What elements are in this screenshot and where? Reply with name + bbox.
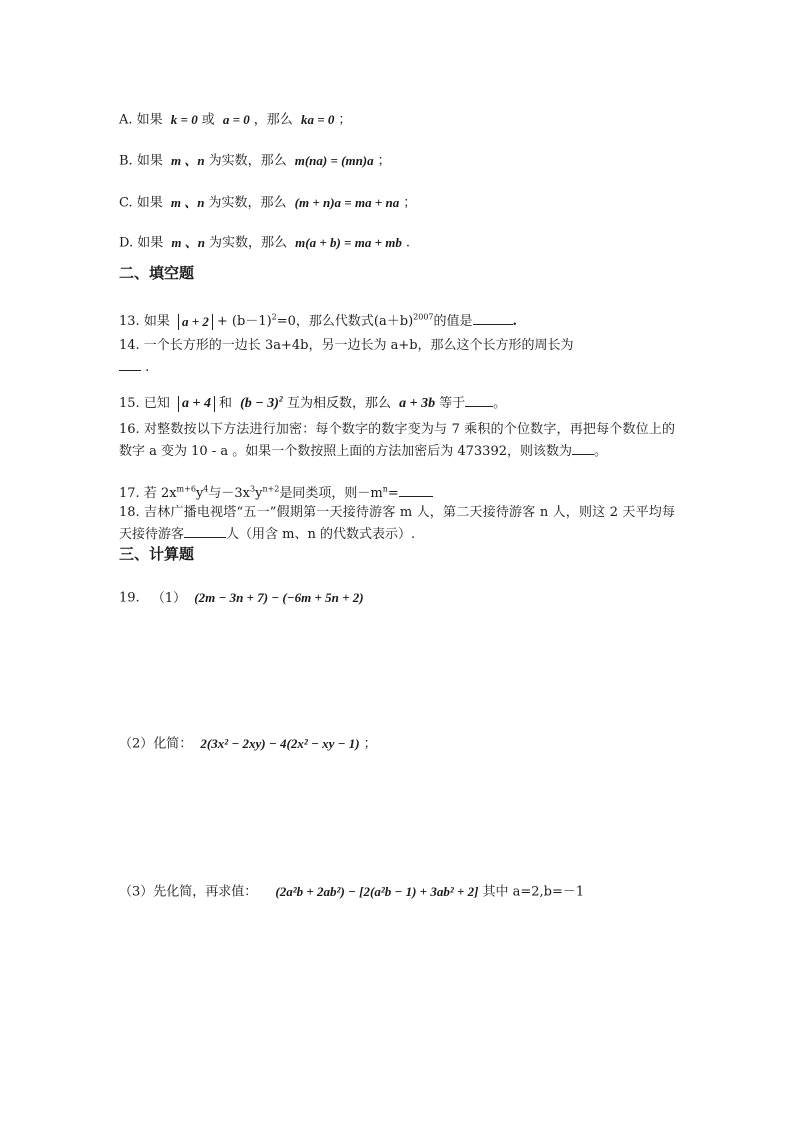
- section-heading-calculation: 三、计算题: [119, 545, 195, 563]
- option-c-mid: 为实数，那么: [208, 195, 287, 211]
- q17-part5: 是同类项，则－m: [279, 486, 383, 501]
- q15-number: 15.: [119, 396, 140, 411]
- q16-end: 。: [594, 444, 608, 459]
- q17-exp2: 4: [203, 484, 209, 494]
- question-18: [119, 502, 675, 545]
- option-a-then: ，那么: [253, 112, 293, 128]
- q19-2-expr: 2(3x² − 2xy) − 4(2x² − xy − 1): [200, 736, 360, 751]
- q15-post: 等于: [439, 396, 466, 411]
- q19-3-post: 其中 a=2,b=－1: [482, 884, 585, 900]
- q17-part6: =: [387, 486, 399, 501]
- q13-mid: + (b－1): [216, 314, 272, 329]
- q19-3-label: （3）先化简，再求值：: [119, 884, 258, 900]
- q15-answer-blank[interactable]: [465, 392, 493, 407]
- q15-mid: 互为相反数，那么: [286, 396, 391, 411]
- option-b-end: ；: [377, 153, 391, 169]
- q16-text: 16. 对整数按以下方法进行加密：每个数字的数字变为与 7 乘积的个位数字，再把每个数位上的 数字 a 变为 10 - a 。如果一个数按照上面的方法加密后为 473392，则该数为: [119, 422, 675, 459]
- q14-answer-blank[interactable]: [119, 356, 141, 371]
- q18-answer-blank[interactable]: [184, 523, 226, 538]
- q13-end: .: [512, 314, 518, 329]
- q19-2-end: ；: [363, 736, 377, 752]
- q18-text: 18. 吉林广播电视塔“五一”假期第一天接待游客 m 人，第二天接待游客 n 人，则这 2 天平均每天接待游客: [119, 505, 675, 542]
- q13-post2: 的值是: [433, 314, 473, 329]
- option-d-expr: m(a + b) = ma + mb: [295, 235, 402, 250]
- option-a-cond2: a = 0: [222, 112, 250, 127]
- option-c: [119, 194, 416, 213]
- q19-part-label: （1）: [151, 590, 187, 606]
- option-b-mid: 为实数，那么: [208, 153, 287, 169]
- question-17: [119, 482, 433, 503]
- q17-part1: 17. 若 2x: [119, 486, 177, 501]
- q15-abs-expr: a + 4: [178, 396, 215, 412]
- question-19-part-2: [119, 735, 377, 754]
- question-15: [119, 392, 506, 413]
- q17-part2: y: [195, 486, 204, 501]
- q14-text: 14. 一个长方形的一边长 3a+4b，另一边长为 a+b，那么这个长方形的周长为: [119, 338, 574, 353]
- q15-exp: 2: [278, 393, 283, 403]
- option-b-label: B. 如果: [119, 153, 163, 169]
- question-13: [119, 310, 517, 331]
- q17-exp3: 3: [250, 484, 256, 494]
- option-d-vars: m 、n: [171, 235, 205, 250]
- option-a-end: ；: [338, 112, 352, 128]
- option-c-vars: m 、n: [170, 195, 205, 210]
- section-heading-fill-in: 二、填空题: [119, 264, 195, 282]
- q19-number: 19.: [119, 590, 140, 606]
- q17-exp5: n: [382, 484, 388, 494]
- q13-exp2: 2007: [413, 312, 434, 322]
- q14-end: .: [145, 360, 150, 375]
- q15-end: 。: [493, 396, 507, 411]
- q15-target-expr: a + 3b: [399, 395, 436, 411]
- option-a-label: A. 如果: [119, 112, 163, 128]
- option-b-vars: m 、n: [170, 153, 205, 168]
- q19-2-label: （2）化简：: [119, 736, 193, 752]
- q15-and: 和: [218, 396, 232, 411]
- q17-exp1: m+6: [176, 484, 196, 494]
- q17-answer-blank[interactable]: [399, 482, 433, 497]
- option-c-expr: (m + n)a = ma + na: [294, 195, 400, 210]
- option-b: [119, 152, 391, 171]
- q19-1-expr: (2m − 3n + 7) − (−6m + 5n + 2): [194, 590, 364, 605]
- q13-answer-blank[interactable]: [473, 310, 513, 325]
- option-a-or: 或: [201, 112, 215, 128]
- q13-pre: 如果: [143, 314, 170, 329]
- q15-square-expr: $(b - 3)^2$: [240, 393, 283, 411]
- option-a: [119, 111, 351, 130]
- q13-exp: 2: [271, 312, 277, 322]
- q19-3-expr: (2a²b + 2ab²) − [2(a²b − 1) + 3ab² + 2]: [275, 884, 479, 899]
- option-d-mid: 为实数，那么: [208, 235, 287, 251]
- q13-number: 13.: [119, 314, 140, 329]
- option-a-cond1: k = 0: [170, 112, 198, 127]
- q18-post: 人（用含 m、n 的代数式表示）.: [226, 527, 416, 542]
- q13-post: =0，那么代数式(a＋b): [276, 314, 414, 329]
- q17-part4: y: [255, 486, 263, 501]
- q15-pre: 已知: [143, 396, 170, 411]
- option-a-result: ka = 0: [300, 112, 335, 127]
- q16-answer-blank[interactable]: [572, 440, 594, 455]
- option-d-label: D. 如果: [119, 235, 164, 251]
- q17-exp4: n+2: [262, 484, 280, 494]
- question-19-part-1: [119, 589, 368, 608]
- question-19-part-3: [119, 883, 584, 902]
- option-b-expr: m(na) = (mn)a: [294, 153, 374, 168]
- question-14: [119, 335, 675, 378]
- option-c-label: C. 如果: [119, 195, 163, 211]
- option-c-end: ；: [403, 195, 417, 211]
- option-d: [119, 234, 410, 253]
- q13-abs-expr: a + 2: [178, 314, 213, 330]
- question-16: [119, 419, 675, 462]
- option-d-end: .: [405, 235, 410, 251]
- q17-part3: 与－3x: [208, 486, 250, 501]
